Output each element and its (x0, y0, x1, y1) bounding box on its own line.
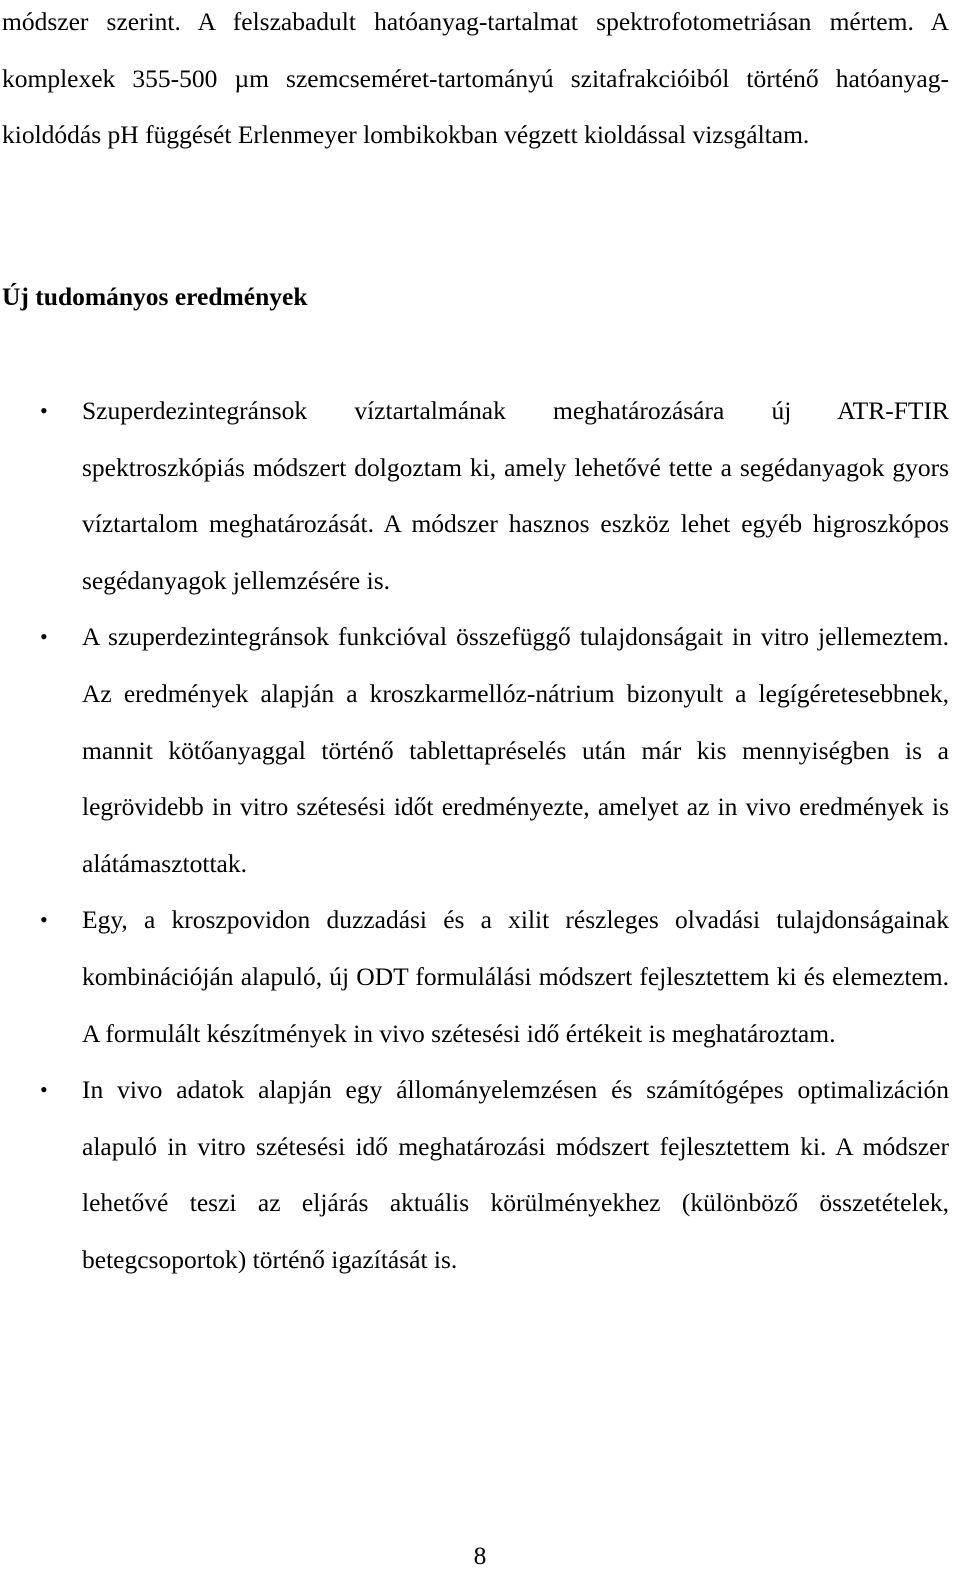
list-item-text: Szuperdezintegránsok víztartalmának meghatározására új ATR-FTIR spektroszkópiás módszert dolgoztam ki, amely lehetővé tette a segédanyagok gyors víztartalom meghatározását. A módszer hasznos eszköz lehet egyéb higroszkópos segédanyagok jellemzésére is. (82, 396, 949, 595)
results-list (0, 383, 949, 1289)
section-heading: Új tudományos eredmények (2, 282, 308, 311)
page-number: 8 (473, 1541, 487, 1570)
list-item-text: In vivo adatok alapján egy állományelemzésen és számítógépes optimalizáción alapuló in vitro szétesési idő meghatározási módszert fejlesztettem ki. A módszer lehetővé teszi az eljárás aktuális körülményekhez (különböző összetételek, betegcsoportok) történő igazítását is. (82, 1075, 949, 1274)
list-item-text: Egy, a kroszpovidon duzzadási és a xilit részleges olvadási tulajdonságainak kombinációján alapuló, új ODT formulálási módszert fejlesztettem ki és elemeztem. A formulált készítmények in vivo szétesési idő értékeit is meghatároztam. (82, 905, 949, 1048)
list-item (0, 1062, 949, 1288)
list-item (0, 892, 949, 1062)
intro-paragraph: módszer szerint. A felszabadult hatóanyag-tartalmat spektrofotometriásan mértem. A komplexek 355-500 µm szemcseméret-tartományú szitafrakcióiból történő hatóanyag-kioldódás pH függését Erlenmeyer lombikokban végzett kioldással vizsgáltam. (2, 7, 949, 150)
bullet-icon: • (40, 624, 48, 650)
list-item-text: A szuperdezintegránsok funkcióval összefüggő tulajdonságait in vitro jellemeztem. Az eredmények alapján a kroszkarmellóz-nátrium bizonyult a legígéretesebbnek, mannit kötőanyaggal történő tablettapréselés után már kis mennyiségben is a legrövidebb in vitro szétesési időt eredményezte, amelyet az in vivo eredmények is alátámasztottak. (82, 622, 949, 878)
list-item (0, 383, 949, 609)
bullet-icon: • (40, 398, 48, 423)
bullet-icon: • (40, 907, 48, 933)
bullet-icon: • (40, 1077, 48, 1103)
list-item (0, 609, 949, 892)
